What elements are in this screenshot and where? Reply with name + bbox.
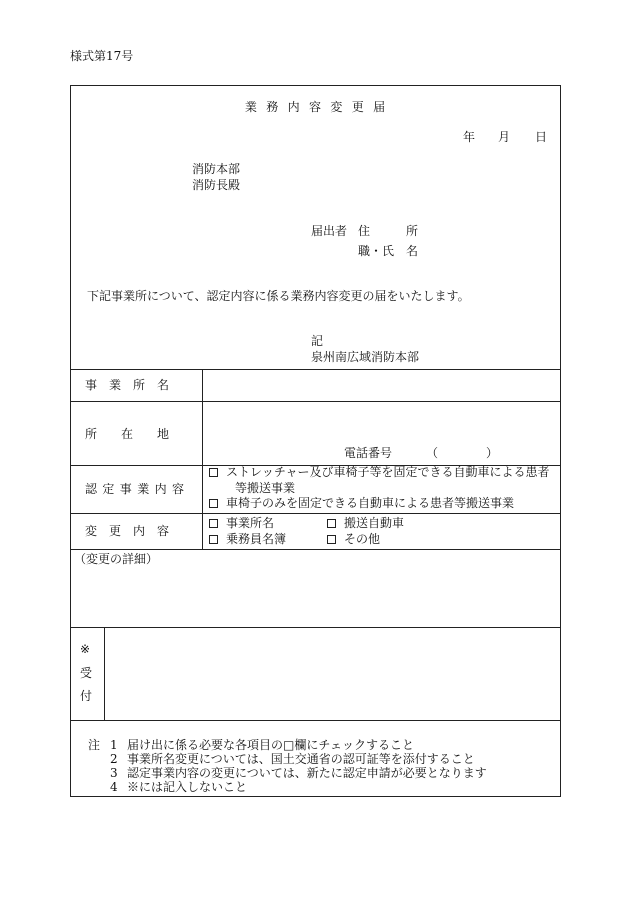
checkbox-icon[interactable] [327,535,336,544]
statement: 下記事業所について、認定内容に係る業務内容変更の届をいたします。 [87,289,470,303]
change-option-vehicle[interactable] [327,517,404,529]
note-3-text: 認定事業内容の変更については、新たに認定申請が必要となります [127,766,487,780]
location-label: 所 在 地 [85,427,170,441]
form-number: 様式第17号 [70,49,134,63]
location-field[interactable] [206,405,556,445]
note-4-number: 4 [110,780,118,794]
divider [70,720,561,721]
cert-option-2[interactable] [209,497,514,509]
cert-option-1[interactable] [209,466,550,478]
change-content-label: 変 更 内 容 [85,524,170,538]
phone-label: 電話番号 [344,446,393,460]
note-4-text: ※には記入しないこと [127,780,248,794]
note-3-number: 3 [110,766,118,780]
checkbox-icon[interactable] [209,535,218,544]
date-month: 月 [498,130,511,144]
authority-name: 泉州南広域消防本部 [311,350,420,364]
ki-mark: 記 [311,334,324,348]
checkbox-icon[interactable] [209,499,218,508]
receipt-label-1: 受 [80,666,93,680]
divider [70,549,561,550]
notes-label: 注 [88,738,101,752]
applicant-label: 届出者 [311,224,348,238]
cert-option-1-cont: 等搬送事業 [235,481,296,495]
divider [70,369,561,370]
receipt-label-2: 付 [80,689,93,703]
date-year: 年 [463,130,476,144]
change-option-label: その他 [344,532,381,546]
note-1-text: 届け出に係る必要な各項目の□欄にチェックすること [127,738,414,752]
cert-option-1-text: ストレッチャー及び車椅子等を固定できる自動車による患者 [226,465,550,479]
change-option-office-name[interactable] [209,517,274,529]
checkbox-icon[interactable] [209,468,218,477]
applicant-name-label: 職・氏 名 [358,244,419,258]
applicant-address-label: 住 所 [358,224,419,238]
checkbox-icon[interactable] [209,519,218,528]
divider [70,513,561,514]
change-option-label: 乗務員名簿 [226,532,287,546]
receipt-mark: ※ [80,642,91,656]
change-option-label: 事業所名 [226,516,275,530]
cert-option-2-text: 車椅子のみを固定できる自動車による患者等搬送事業 [226,496,515,510]
date-day: 日 [535,130,548,144]
note-1-number: 1 [110,738,118,752]
change-detail-field[interactable] [74,570,556,622]
change-detail-label: （変更の詳細） [74,552,159,566]
change-option-crew-list[interactable] [209,533,286,545]
cert-content-label: 認定事業内容 [85,482,190,496]
note-2-text: 事業所名変更については、国土交通省の認可証等を添付すること [127,752,475,766]
form-title: 業務内容変更届 [244,100,395,114]
office-name-label: 事 業 所 名 [85,378,170,392]
office-name-field[interactable] [206,373,556,397]
divider [70,401,561,402]
note-2-number: 2 [110,752,118,766]
addressee-line2: 消防長殿 [192,178,241,192]
change-option-label: 搬送自動車 [344,516,405,530]
addressee-line1: 消防本部 [192,162,241,176]
phone-field[interactable]: （ ） [426,446,499,460]
receipt-divider [104,627,105,720]
divider [70,627,561,628]
column-divider [202,369,203,549]
change-option-other[interactable] [327,533,380,545]
checkbox-icon[interactable] [327,519,336,528]
